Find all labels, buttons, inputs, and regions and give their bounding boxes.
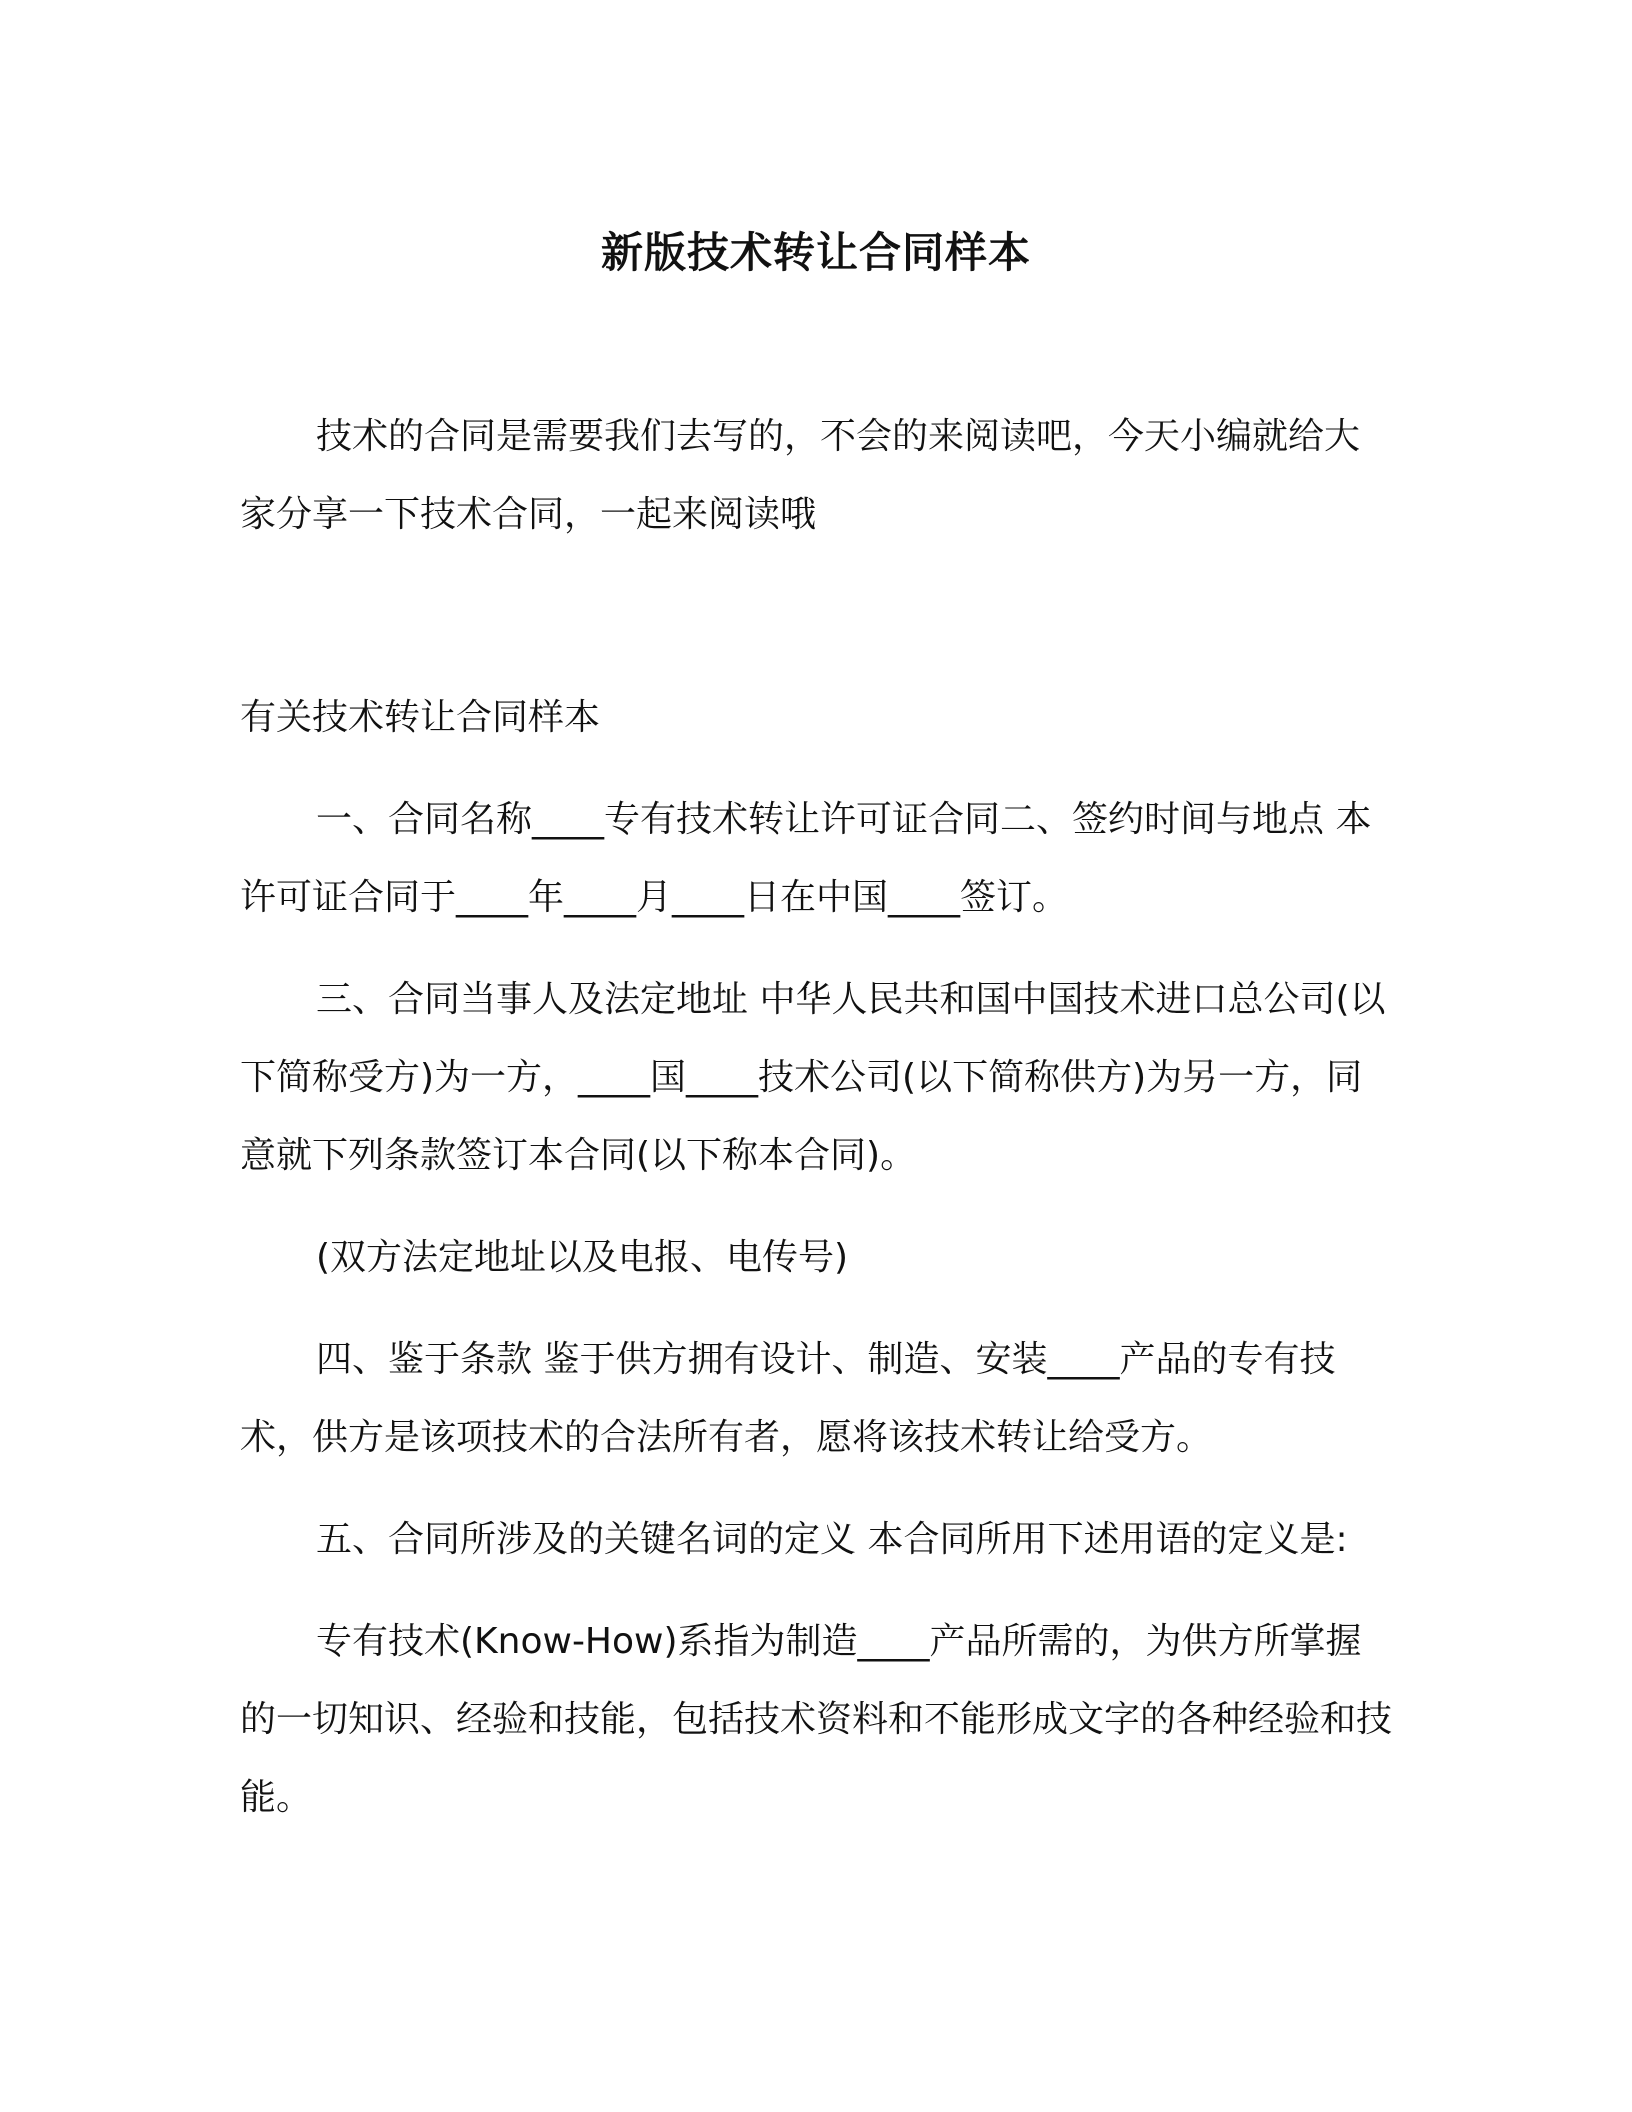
- clause-paragraph-3: 三、合同当事人及法定地址 中华人民共和国中国技术进口总公司(以下简称受方)为一方，____国____技术公司(以下简称供方)为另一方，同意就下列条款签订本合同(以下称本合同)。: [240, 979, 1386, 1176]
- spacer: [240, 757, 1392, 781]
- spacer: [240, 1297, 1392, 1321]
- section-heading: 有关技术转让合同样本: [240, 697, 601, 738]
- clause-paragraph-5: 五、合同所涉及的关键名词的定义 本合同所用下述用语的定义是:: [316, 1519, 1348, 1560]
- clause-paragraph-4: 四、鉴于条款 鉴于供方拥有设计、制造、安装____产品的专有技术，供方是该项技术的合法所有者，愿将该技术转让给受方。: [240, 1339, 1336, 1458]
- intro-paragraph: 技术的合同是需要我们去写的，不会的来阅读吧，今天小编就给大家分享一下技术合同，一起来阅读哦: [240, 416, 1361, 535]
- clause-paragraph-1: 一、合同名称____专有技术转让许可证合同二、签约时间与地点 本许可证合同于____年____月____日在中国____签订。: [240, 799, 1372, 918]
- spacer: [240, 1579, 1392, 1603]
- spacer: [240, 1477, 1392, 1501]
- document-title: 新版技术转让合同样本: [600, 228, 1031, 277]
- spacer: [240, 1195, 1392, 1219]
- document-body: [240, 398, 1392, 1837]
- definition-paragraph: 专有技术(Know-How)系指为制造____产品所需的，为供方所掌握的一切知识、经验和技能，包括技术资料和不能形成文字的各种经验和技能。: [240, 1621, 1393, 1818]
- address-note-paragraph: (双方法定地址以及电报、电传号): [316, 1237, 849, 1278]
- spacer: [240, 937, 1392, 961]
- spacer: [240, 554, 1392, 679]
